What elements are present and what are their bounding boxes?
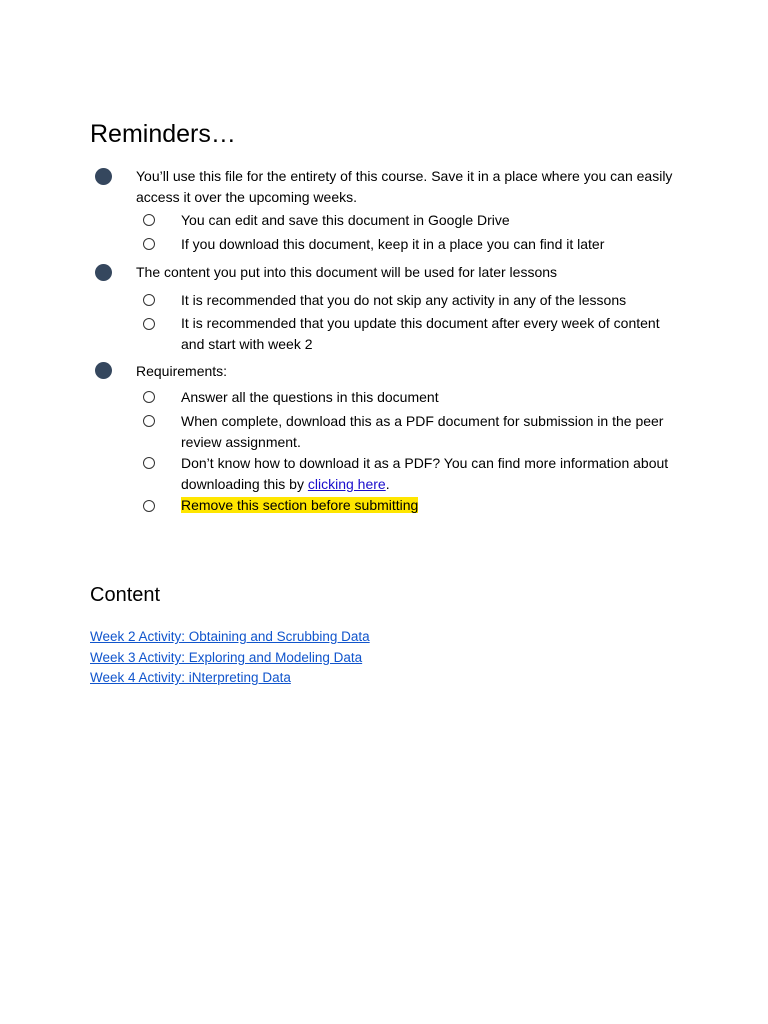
reminder-subitem-2-2: It is recommended that you update this document after every week of content and start with week 2	[181, 315, 660, 352]
circle-bullet-icon	[143, 318, 155, 330]
circle-bullet-icon	[143, 238, 155, 250]
circle-bullet-icon	[143, 415, 155, 427]
content-heading: Content	[90, 584, 161, 606]
reminder-item-3: Requirements:	[136, 363, 228, 379]
circle-bullet-icon	[143, 457, 155, 469]
week-2-activity-link[interactable]: Week 2 Activity: Obtaining and Scrubbing Data	[90, 629, 370, 644]
reminder-subitem-3-4	[181, 495, 676, 516]
bullet-icon	[95, 264, 112, 281]
week-4-activity-link[interactable]: Week 4 Activity: iNterpreting Data	[90, 670, 291, 685]
circle-bullet-icon	[143, 294, 155, 306]
reminder-subitem-3-1: Answer all the questions in this document	[181, 389, 439, 405]
reminder-subitem-1-2: If you download this document, keep it in a place you can find it later	[181, 236, 605, 252]
highlighted-note: Remove this section before submitting	[181, 497, 419, 513]
clicking-here-link[interactable]: clicking here	[307, 476, 386, 492]
reminder-item-1: You’ll use this file for the entirety of this course. Save it in a place where you can easily access it over the upcoming weeks.	[136, 168, 673, 205]
pdf-help-text: Don’t know how to download it as a PDF? You can find more information about downloading this by	[181, 455, 669, 492]
bullet-icon	[95, 362, 112, 379]
reminder-item-2: The content you put into this document will be used for later lessons	[136, 264, 558, 280]
reminder-subitem-2-1: It is recommended that you do not skip any activity in any of the lessons	[181, 292, 627, 308]
reminder-subitem-1-1: You can edit and save this document in Google Drive	[181, 212, 510, 228]
circle-bullet-icon	[143, 500, 155, 512]
circle-bullet-icon	[143, 391, 155, 403]
bullet-icon	[95, 168, 112, 185]
reminder-subitem-3-3	[181, 453, 676, 495]
reminder-subitem-3-2: When complete, download this as a PDF document for submission in the peer review assignment.	[181, 413, 664, 450]
circle-bullet-icon	[143, 214, 155, 226]
reminders-heading: Reminders…	[90, 120, 236, 148]
pdf-help-suffix: .	[385, 476, 390, 492]
week-3-activity-link[interactable]: Week 3 Activity: Exploring and Modeling Data	[90, 650, 363, 665]
